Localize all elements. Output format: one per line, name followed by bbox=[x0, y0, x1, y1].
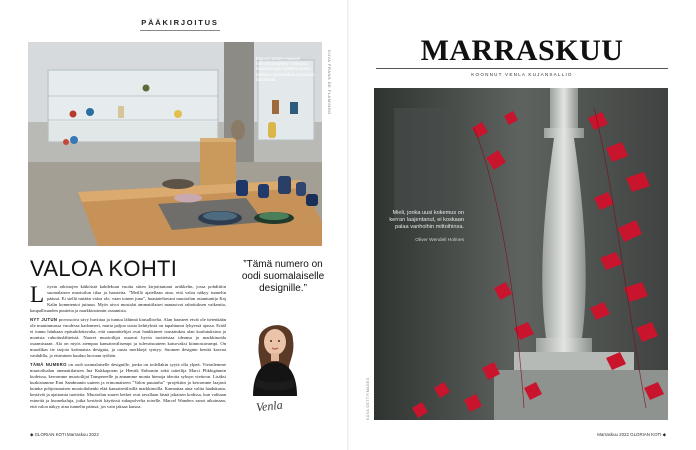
photo-credit: KUVA FRANS DE FLAMINGO bbox=[327, 50, 332, 115]
editorial-body bbox=[30, 284, 226, 412]
page-gutter bbox=[347, 0, 349, 450]
paragraph-1-text: öysin arkistojen kätköistä kahdeksan vuotta sitten kirjoittamani artikkelin, jossa pohdittiin suomalaisen muotoilun tilaa ja haasteita. ”Meillä ajatellaan aina, että valoa näkyy tunnelin päässä. Ei siellä mitään valoa ole, vaan toinen juna”, haastateltavani muotoilun asiantuntija Kaj Kalin kommentoi juttuun. Myös aivot mustalat ammattilaiset manasivat rahoituksen vaikeutta, kaupallisuuden puutetta ja markkinoinnin osaamista. bbox=[30, 284, 226, 314]
photo-caption: Espoon EMMA-museon kokoelmanäyttely Collection Kaleidoscope esittelee upeaa kultaa ja keramiikkaa muotoilun klassikoita. bbox=[256, 56, 315, 82]
inspiration-quote: Mieli, jonka uusi kokemus on kerran laajentanut, ei koskaan palaa vanhoihin mittoihinsa. bbox=[389, 210, 464, 230]
section-title: MARRASKUU bbox=[420, 34, 624, 67]
paragraph-3-text: on oodi suomalaiselle designille, jonka on todellakin syytä olla ylpeä. Vierailemme muotoilualan ammattilaisten Ina Kukkaporan ja Henrik Enbomin sekä taiteilija Marci Plikkigännin kodeissa, kerromme muotoilijat Tampereelle ja annamme monia hienoja ideoita syksyn viettoon. Lisäksi kurkistamme Eini Sandmanin uuteen ja erinomaiseen ”Valon puutarha” -projektiin ja kerromme laajasti kuinka pohjoismaisen muotoiluhenki elää kansainvälisillä markkinoilla. Kannattaa aina valita laadukasta, kestäviä ja ajattomia tuotteita. Muotoilun suuret hetket ovat tavallaan läsnä jokaisen kodissa, kun valitaan esineitä ja huonekaluja, jotka kestävät käytössä sukupolvelta toiselle. Marcel Wanders sanoi aikoinaan, että valoa näkyy aina tunnelin päässä, jos vain jaksaa katsoa. bbox=[30, 361, 226, 410]
quote-author: Oliver Wendell Holmes bbox=[415, 238, 464, 243]
paragraph-1 bbox=[30, 284, 226, 314]
left-folio: ◆ GLORIAN KOTI Marraskuu 2022 bbox=[30, 432, 99, 437]
paragraph-2-lead: NYT JUTUN bbox=[30, 316, 58, 322]
paragraph-3 bbox=[30, 362, 226, 411]
title-rule bbox=[376, 68, 668, 69]
right-folio: Marraskuu 2022 GLORIAN KOTI ◆ bbox=[597, 432, 666, 437]
drop-cap: L bbox=[30, 282, 45, 307]
kicker-rule bbox=[140, 30, 220, 31]
paragraph-2 bbox=[30, 317, 226, 360]
editor-signature: Venla bbox=[255, 397, 284, 415]
editorial-headline: VALOA KOHTI bbox=[30, 256, 178, 281]
balustrade-illustration bbox=[374, 88, 668, 420]
section-kicker: PÄÄKIRJOITUS bbox=[141, 18, 219, 27]
photo-credit-right: KUVA GETTYIMAGES bbox=[366, 377, 370, 420]
paragraph-3-lead: TÄMÄ NUMERO bbox=[30, 361, 67, 367]
portrait-illustration bbox=[243, 308, 307, 396]
paragraph-2-text: provosoiva sävy huvittaa ja tuntuu lähinnä kiusalliselta. Alan haasteet eivät ole tietenkään ole muuttumassa vuodessa kadonneet, mutta paljon uusia kehityksiä on tapahtunut lyhyessä ajassa. Erääl ei tunnu hänkaan epäsuhdottavalta, että suunnittelijat ovat hankkineet taustatukea alan koulutuksista ja monista rahoituslähteistä. Nuoret muotoilijat osaavat hyvin tuotteistaa ideansa ja markkinoida osaamistaan. Ala on myös aiempaa kansainvälisempi ja tulevaisuuteen katsovaksi kiinnostavampi. On muodikas tie tarjota kotimaista designia, ja uusia merkkejä syntyy. Suomen designin kenttä kasvaa vauhdilla, ja etsiminen kuuluu luovaan työhön. bbox=[30, 316, 226, 359]
byline: KOONNUT VENLA KUJANSALLIO bbox=[471, 72, 573, 77]
red-leaves-photo bbox=[374, 88, 668, 420]
pull-quote: ”Tämä numero on oodi suomalaiselle designille.” bbox=[241, 259, 325, 294]
editor-portrait bbox=[243, 308, 307, 396]
